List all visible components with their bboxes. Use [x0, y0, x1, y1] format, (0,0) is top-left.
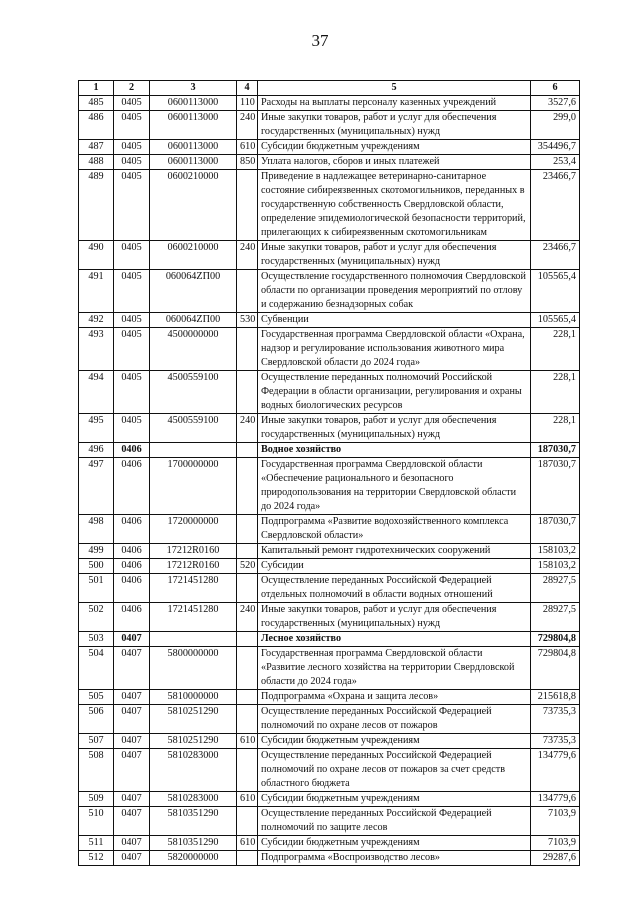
section-code-cell: 0405 — [114, 170, 150, 241]
header-col-3: 3 — [150, 81, 237, 96]
table-row — [79, 792, 580, 807]
row-number-cell: 495 — [79, 414, 114, 443]
section-code-cell: 0406 — [114, 443, 150, 458]
section-code-cell: 0407 — [114, 734, 150, 749]
target-code-cell: 5810283000 — [150, 792, 237, 807]
item-name-cell: Иные закупки товаров, работ и услуг для обеспечения государственных (муниципальных) нужд — [258, 414, 531, 443]
expense-type-cell — [237, 458, 258, 515]
amount-cell: 158103,2 — [531, 559, 580, 574]
expense-type-cell — [237, 328, 258, 371]
item-name-cell: Уплата налогов, сборов и иных платежей — [258, 155, 531, 170]
section-code-cell: 0407 — [114, 807, 150, 836]
amount-cell: 23466,7 — [531, 241, 580, 270]
table-row — [79, 155, 580, 170]
expense-type-cell — [237, 749, 258, 792]
amount-cell: 28927,5 — [531, 603, 580, 632]
table-row — [79, 836, 580, 851]
item-name-cell: Подпрограмма «Воспроизводство лесов» — [258, 851, 531, 866]
expense-type-cell — [237, 647, 258, 690]
row-number-cell: 490 — [79, 241, 114, 270]
item-name-cell: Субсидии бюджетным учреждениям — [258, 734, 531, 749]
table-row — [79, 313, 580, 328]
expense-type-cell — [237, 632, 258, 647]
expense-type-cell: 520 — [237, 559, 258, 574]
item-name-cell: Подпрограмма «Охрана и защита лесов» — [258, 690, 531, 705]
amount-cell: 3527,6 — [531, 96, 580, 111]
row-number-cell: 504 — [79, 647, 114, 690]
amount-cell: 105565,4 — [531, 270, 580, 313]
section-code-cell: 0405 — [114, 155, 150, 170]
row-number-cell: 488 — [79, 155, 114, 170]
amount-cell: 228,1 — [531, 414, 580, 443]
expense-type-cell: 610 — [237, 140, 258, 155]
item-name-cell: Субвенции — [258, 313, 531, 328]
expense-type-cell — [237, 170, 258, 241]
table-row — [79, 96, 580, 111]
section-code-cell: 0407 — [114, 749, 150, 792]
item-name-cell: Осуществление переданных Российской Федерацией полномочий по защите лесов — [258, 807, 531, 836]
section-code-cell: 0405 — [114, 140, 150, 155]
row-number-cell: 506 — [79, 705, 114, 734]
item-name-cell: Иные закупки товаров, работ и услуг для обеспечения государственных (муниципальных) нужд — [258, 111, 531, 140]
row-number-cell: 503 — [79, 632, 114, 647]
table-row — [79, 170, 580, 241]
amount-cell: 299,0 — [531, 111, 580, 140]
row-number-cell: 496 — [79, 443, 114, 458]
target-code-cell: 5810351290 — [150, 807, 237, 836]
amount-cell: 215618,8 — [531, 690, 580, 705]
item-name-cell: Иные закупки товаров, работ и услуг для обеспечения государственных (муниципальных) нужд — [258, 603, 531, 632]
amount-cell: 7103,9 — [531, 807, 580, 836]
item-name-cell: Осуществление переданных полномочий Российской Федерации в области организации, регулирования и охраны водных биологических ресурсов — [258, 371, 531, 414]
table-row — [79, 851, 580, 866]
target-code-cell — [150, 443, 237, 458]
section-code-cell: 0407 — [114, 705, 150, 734]
expense-type-cell: 240 — [237, 414, 258, 443]
target-code-cell: 0600113000 — [150, 96, 237, 111]
target-code-cell: 4500559100 — [150, 371, 237, 414]
expense-type-cell: 240 — [237, 241, 258, 270]
item-name-cell: Государственная программа Свердловской области «Охрана, надзор и регулирование использования животного мира Свердловской области до 2024 года» — [258, 328, 531, 371]
item-name-cell: Субсидии бюджетным учреждениям — [258, 836, 531, 851]
target-code-cell: 060064ZП00 — [150, 313, 237, 328]
target-code-cell: 1721451280 — [150, 574, 237, 603]
item-name-cell: Водное хозяйство — [258, 443, 531, 458]
table-row — [79, 734, 580, 749]
expense-type-cell: 240 — [237, 603, 258, 632]
amount-cell: 253,4 — [531, 155, 580, 170]
row-number-cell: 486 — [79, 111, 114, 140]
item-name-cell: Субсидии — [258, 559, 531, 574]
expense-type-cell — [237, 544, 258, 559]
expense-type-cell — [237, 443, 258, 458]
header-col-2: 2 — [114, 81, 150, 96]
item-name-cell: Лесное хозяйство — [258, 632, 531, 647]
section-code-cell: 0407 — [114, 851, 150, 866]
section-code-cell: 0407 — [114, 690, 150, 705]
amount-cell: 187030,7 — [531, 515, 580, 544]
table-row — [79, 603, 580, 632]
target-code-cell: 0600113000 — [150, 140, 237, 155]
row-number-cell: 493 — [79, 328, 114, 371]
table-row — [79, 140, 580, 155]
row-number-cell: 508 — [79, 749, 114, 792]
target-code-cell: 5820000000 — [150, 851, 237, 866]
item-name-cell: Осуществление переданных Российской Федерацией полномочий по охране лесов от пожаров за счет средств областного бюджета — [258, 749, 531, 792]
section-code-cell: 0405 — [114, 414, 150, 443]
target-code-cell: 17212R0160 — [150, 559, 237, 574]
section-code-cell: 0405 — [114, 270, 150, 313]
expense-type-cell — [237, 515, 258, 544]
section-code-cell: 0407 — [114, 836, 150, 851]
target-code-cell: 5810283000 — [150, 749, 237, 792]
amount-cell: 29287,6 — [531, 851, 580, 866]
table-row — [79, 574, 580, 603]
item-name-cell: Расходы на выплаты персоналу казенных учреждений — [258, 96, 531, 111]
expense-type-cell — [237, 270, 258, 313]
expense-type-cell — [237, 690, 258, 705]
table-row — [79, 559, 580, 574]
item-name-cell: Субсидии бюджетным учреждениям — [258, 792, 531, 807]
table-row — [79, 328, 580, 371]
table-row — [79, 414, 580, 443]
expense-type-cell — [237, 807, 258, 836]
target-code-cell: 060064ZП00 — [150, 270, 237, 313]
target-code-cell: 1720000000 — [150, 515, 237, 544]
amount-cell: 134779,6 — [531, 749, 580, 792]
section-code-cell: 0407 — [114, 792, 150, 807]
section-code-cell: 0406 — [114, 458, 150, 515]
table-row — [79, 111, 580, 140]
target-code-cell: 0600113000 — [150, 155, 237, 170]
expense-type-cell: 240 — [237, 111, 258, 140]
section-code-cell: 0405 — [114, 111, 150, 140]
target-code-cell: 5800000000 — [150, 647, 237, 690]
target-code-cell: 0600210000 — [150, 170, 237, 241]
row-number-cell: 507 — [79, 734, 114, 749]
target-code-cell: 5810251290 — [150, 705, 237, 734]
amount-cell: 73735,3 — [531, 705, 580, 734]
table-row — [79, 458, 580, 515]
table-row — [79, 443, 580, 458]
header-col-1: 1 — [79, 81, 114, 96]
item-name-cell: Государственная программа Свердловской области «Обеспечение рационального и безопасного природопользования на территории Свердловской области до 2024 года» — [258, 458, 531, 515]
section-code-cell: 0407 — [114, 632, 150, 647]
row-number-cell: 489 — [79, 170, 114, 241]
target-code-cell: 4500559100 — [150, 414, 237, 443]
row-number-cell: 509 — [79, 792, 114, 807]
target-code-cell: 4500000000 — [150, 328, 237, 371]
header-col-5: 5 — [258, 81, 531, 96]
item-name-cell: Иные закупки товаров, работ и услуг для обеспечения государственных (муниципальных) нужд — [258, 241, 531, 270]
row-number-cell: 512 — [79, 851, 114, 866]
budget-table — [78, 80, 580, 866]
amount-cell: 28927,5 — [531, 574, 580, 603]
amount-cell: 228,1 — [531, 328, 580, 371]
table-body — [79, 96, 580, 866]
target-code-cell: 0600113000 — [150, 111, 237, 140]
section-code-cell: 0405 — [114, 313, 150, 328]
table-row — [79, 371, 580, 414]
item-name-cell: Осуществление переданных Российской Федерацией полномочий по охране лесов от пожаров — [258, 705, 531, 734]
table-row — [79, 705, 580, 734]
section-code-cell: 0406 — [114, 559, 150, 574]
amount-cell: 354496,7 — [531, 140, 580, 155]
expense-type-cell: 110 — [237, 96, 258, 111]
expense-type-cell — [237, 705, 258, 734]
item-name-cell: Подпрограмма «Развитие водохозяйственного комплекса Свердловской области» — [258, 515, 531, 544]
row-number-cell: 485 — [79, 96, 114, 111]
amount-cell: 23466,7 — [531, 170, 580, 241]
row-number-cell: 505 — [79, 690, 114, 705]
item-name-cell: Осуществление переданных Российской Федерацией отдельных полномочий в области водных отношений — [258, 574, 531, 603]
expense-type-cell: 610 — [237, 792, 258, 807]
amount-cell: 228,1 — [531, 371, 580, 414]
table-row — [79, 647, 580, 690]
expense-type-cell: 610 — [237, 734, 258, 749]
section-code-cell: 0406 — [114, 515, 150, 544]
target-code-cell: 17212R0160 — [150, 544, 237, 559]
expense-type-cell: 610 — [237, 836, 258, 851]
expense-type-cell: 530 — [237, 313, 258, 328]
row-number-cell: 492 — [79, 313, 114, 328]
table-row — [79, 544, 580, 559]
amount-cell: 729804,8 — [531, 647, 580, 690]
section-code-cell: 0406 — [114, 603, 150, 632]
target-code-cell: 0600210000 — [150, 241, 237, 270]
header-col-6: 6 — [531, 81, 580, 96]
amount-cell: 73735,3 — [531, 734, 580, 749]
target-code-cell: 1721451280 — [150, 603, 237, 632]
page-number: 37 — [311, 31, 329, 50]
section-code-cell: 0405 — [114, 96, 150, 111]
target-code-cell: 5810351290 — [150, 836, 237, 851]
row-number-cell: 510 — [79, 807, 114, 836]
section-code-cell: 0407 — [114, 647, 150, 690]
row-number-cell: 498 — [79, 515, 114, 544]
header-col-4: 4 — [237, 81, 258, 96]
row-number-cell: 502 — [79, 603, 114, 632]
row-number-cell: 501 — [79, 574, 114, 603]
section-code-cell: 0406 — [114, 544, 150, 559]
target-code-cell — [150, 632, 237, 647]
expense-type-cell — [237, 574, 258, 603]
expense-type-cell: 850 — [237, 155, 258, 170]
table-row — [79, 807, 580, 836]
header-row — [79, 81, 580, 96]
amount-cell: 7103,9 — [531, 836, 580, 851]
amount-cell: 158103,2 — [531, 544, 580, 559]
row-number-cell: 491 — [79, 270, 114, 313]
table-row — [79, 270, 580, 313]
expense-type-cell — [237, 851, 258, 866]
row-number-cell: 511 — [79, 836, 114, 851]
row-number-cell: 500 — [79, 559, 114, 574]
target-code-cell: 5810251290 — [150, 734, 237, 749]
table-row — [79, 632, 580, 647]
table-row — [79, 690, 580, 705]
row-number-cell: 487 — [79, 140, 114, 155]
row-number-cell: 499 — [79, 544, 114, 559]
row-number-cell: 497 — [79, 458, 114, 515]
item-name-cell: Осуществление государственного полномочия Свердловской области по организации проведения мероприятий по отлову и содержанию безнадзорных собак — [258, 270, 531, 313]
table-row — [79, 749, 580, 792]
section-code-cell: 0406 — [114, 574, 150, 603]
table-row — [79, 515, 580, 544]
target-code-cell: 1700000000 — [150, 458, 237, 515]
item-name-cell: Капитальный ремонт гидротехнических сооружений — [258, 544, 531, 559]
section-code-cell: 0405 — [114, 328, 150, 371]
section-code-cell: 0405 — [114, 241, 150, 270]
item-name-cell: Государственная программа Свердловской области «Развитие лесного хозяйства на территории Свердловской области до 2024 года» — [258, 647, 531, 690]
amount-cell: 187030,7 — [531, 458, 580, 515]
section-code-cell: 0405 — [114, 371, 150, 414]
table-row — [79, 241, 580, 270]
amount-cell: 729804,8 — [531, 632, 580, 647]
amount-cell: 187030,7 — [531, 443, 580, 458]
amount-cell: 105565,4 — [531, 313, 580, 328]
amount-cell: 134779,6 — [531, 792, 580, 807]
expense-type-cell — [237, 371, 258, 414]
target-code-cell: 5810000000 — [150, 690, 237, 705]
item-name-cell: Субсидии бюджетным учреждениям — [258, 140, 531, 155]
item-name-cell: Приведение в надлежащее ветеринарно-санитарное состояние сибиреязвенных скотомогильников, переданных в государственную собственность Свердловской области, определение эпидемиологической безопасности территорий, прилегающих к сибиреязвенным скотомогильникам — [258, 170, 531, 241]
row-number-cell: 494 — [79, 371, 114, 414]
